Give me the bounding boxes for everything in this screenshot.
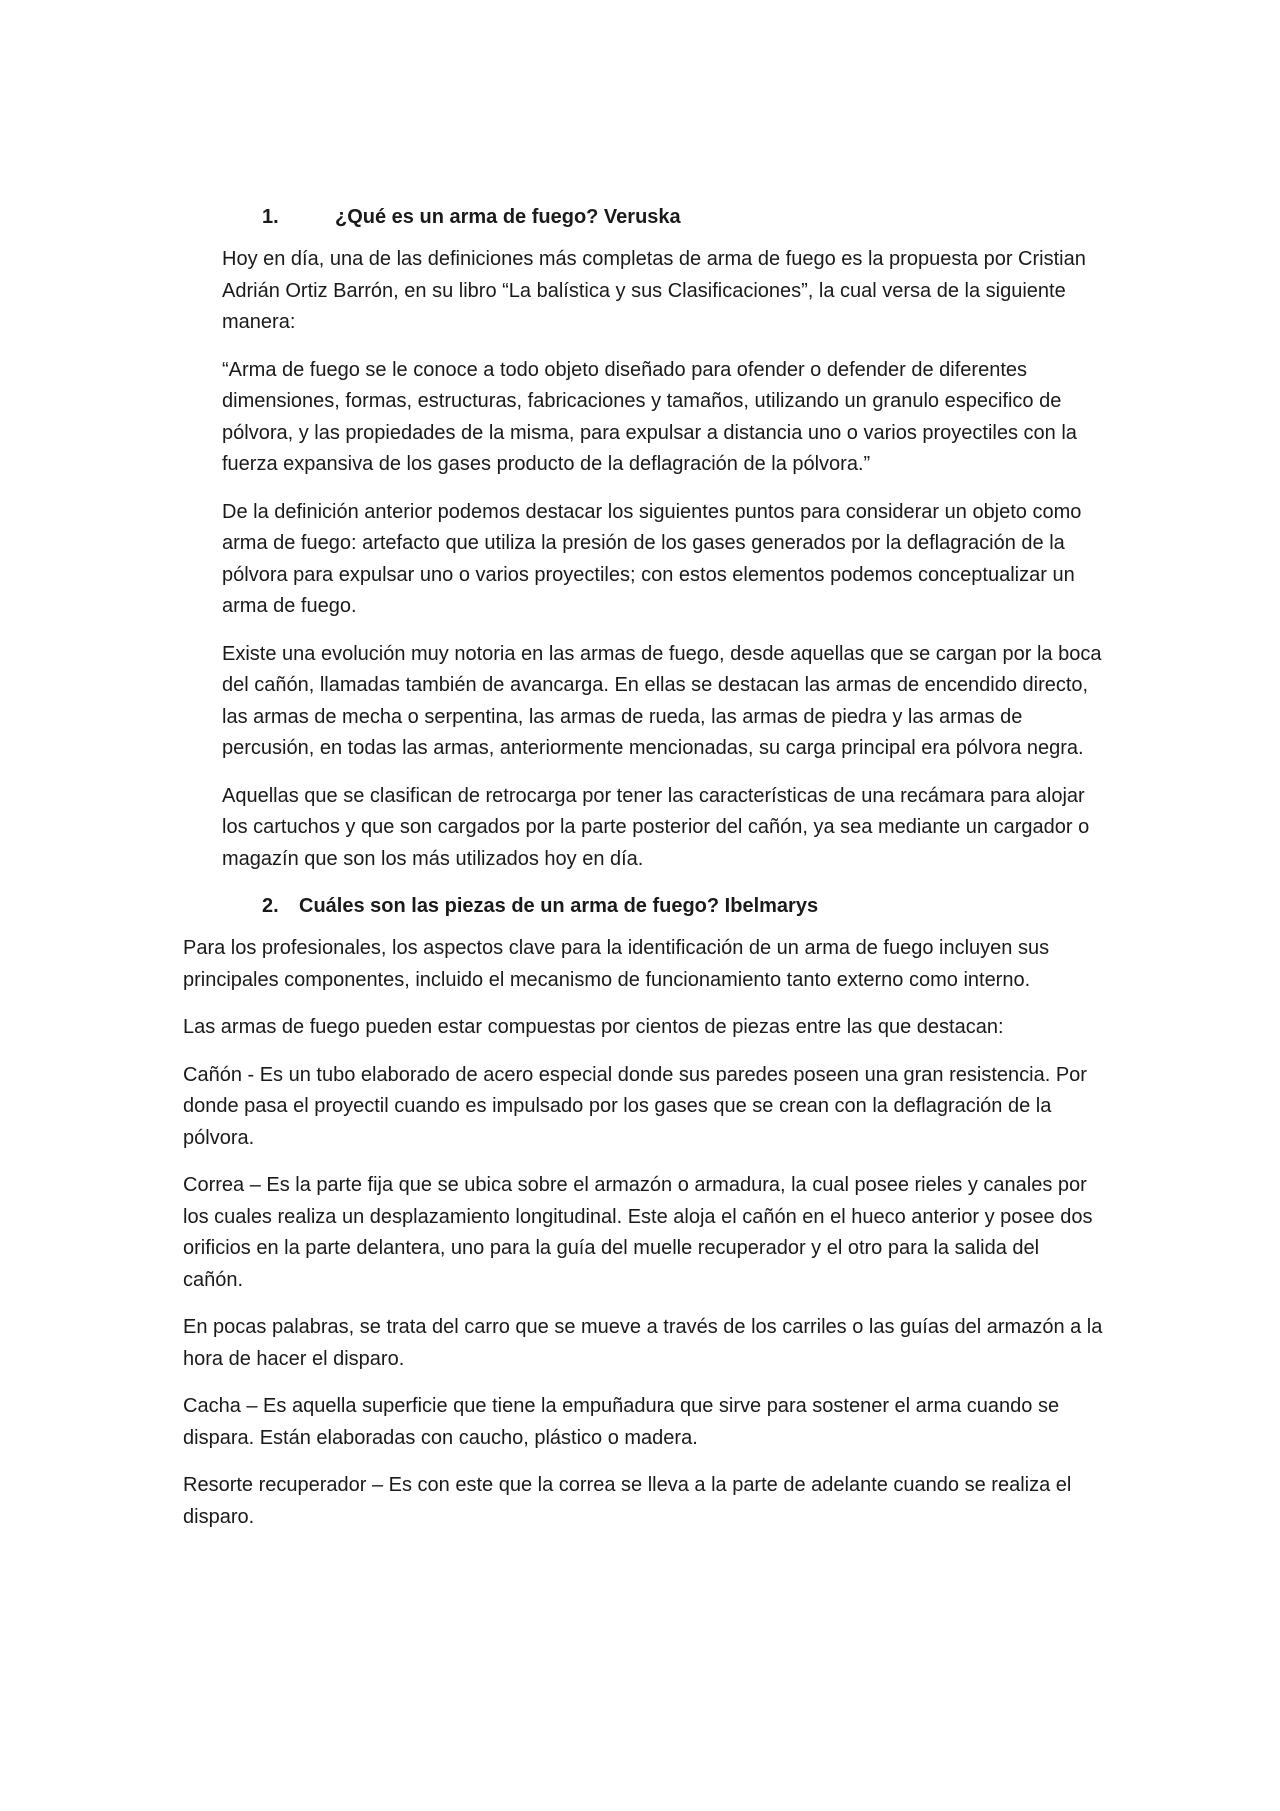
section-2-number: 2. (262, 895, 279, 917)
document-body (183, 202, 1103, 1549)
quote-paragraph: “Arma de fuego se le conoce a todo objeto diseñado para ofender o defender de diferentes dimensiones, formas, estructuras, fabricaciones y tamaños, utilizando un granulo especifico de pólvora, y las propiedades de la misma, para expulsar a distancia uno o varios proyectiles con la fuerza expansiva de los gases producto de la deflagración de la pólvora.” (222, 358, 1077, 475)
paragraph-correa: Correa – Es la parte fija que se ubica sobre el armazón o armadura, la cual posee rieles y canales por los cuales realiza un desplazamiento longitudinal. Este aloja el cañón en el hueco anterior y posee dos orificios en la parte delantera, uno para la guía del muelle recuperador y el otro para la salida del cañón. (183, 1174, 1093, 1291)
section-1-heading (183, 202, 1103, 233)
paragraph: Existe una evolución muy notoria en las armas de fuego, desde aquellas que se cargan por la boca del cañón, llamadas también de avancarga. En ellas se destacan las armas de encendido directo, las armas de mecha o serpentina, las armas de rueda, las armas de piedra y las armas de percusión, en todas las armas, anteriormente mencionadas, su carga principal era pólvora negra. (222, 642, 1102, 759)
paragraph-resorte: Resorte recuperador – Es con este que la correa se lleva a la parte de adelante cuando se realiza el disparo. (183, 1474, 1072, 1528)
section-2-heading (183, 891, 1103, 922)
paragraph: De la definición anterior podemos destacar los siguientes puntos para considerar un objeto como arma de fuego: artefacto que utiliza la presión de los gases generados por la deflagración de la pólvora para expulsar uno o varios proyectiles; con estos elementos podemos conceptualizar un arma de fuego. (222, 500, 1082, 617)
paragraph: Para los profesionales, los aspectos clave para la identificación de un arma de fuego incluyen sus principales componentes, incluido el mecanismo de funcionamiento tanto externo como interno. (183, 937, 1050, 991)
paragraph: En pocas palabras, se trata del carro que se mueve a través de los carriles o las guías del armazón a la hora de hacer el disparo. (183, 1316, 1103, 1370)
paragraph: Hoy en día, una de las definiciones más completas de arma de fuego es la propuesta por Cristian Adrián Ortiz Barrón, en su libro “La balística y sus Clasificaciones”, la cual versa de la siguiente manera: (222, 248, 1086, 333)
paragraph: Aquellas que se clasifican de retrocarga por tener las características de una recámara para alojar los cartuchos y que son cargados por la parte posterior del cañón, ya sea mediante un cargador o magazín que son los más utilizados hoy en día. (222, 784, 1090, 870)
section-2-title: Cuáles son las piezas de un arma de fuego? Ibelmarys (299, 895, 819, 917)
paragraph: Las armas de fuego pueden estar compuestas por cientos de piezas entre las que destacan: (183, 1016, 1004, 1038)
paragraph-canon: Cañón - Es un tubo elaborado de acero especial donde sus paredes poseen una gran resistencia. Por donde pasa el proyectil cuando es impulsado por los gases que se crean con la deflagración de la pólvora. (183, 1063, 1087, 1149)
section-1-title: ¿Qué es un arma de fuego? Veruska (335, 206, 681, 228)
paragraph-cacha: Cacha – Es aquella superficie que tiene la empuñadura que sirve para sostener el arma cuando se dispara. Están elaboradas con caucho, plástico o madera. (183, 1395, 1060, 1449)
section-1-number: 1. (262, 206, 279, 228)
